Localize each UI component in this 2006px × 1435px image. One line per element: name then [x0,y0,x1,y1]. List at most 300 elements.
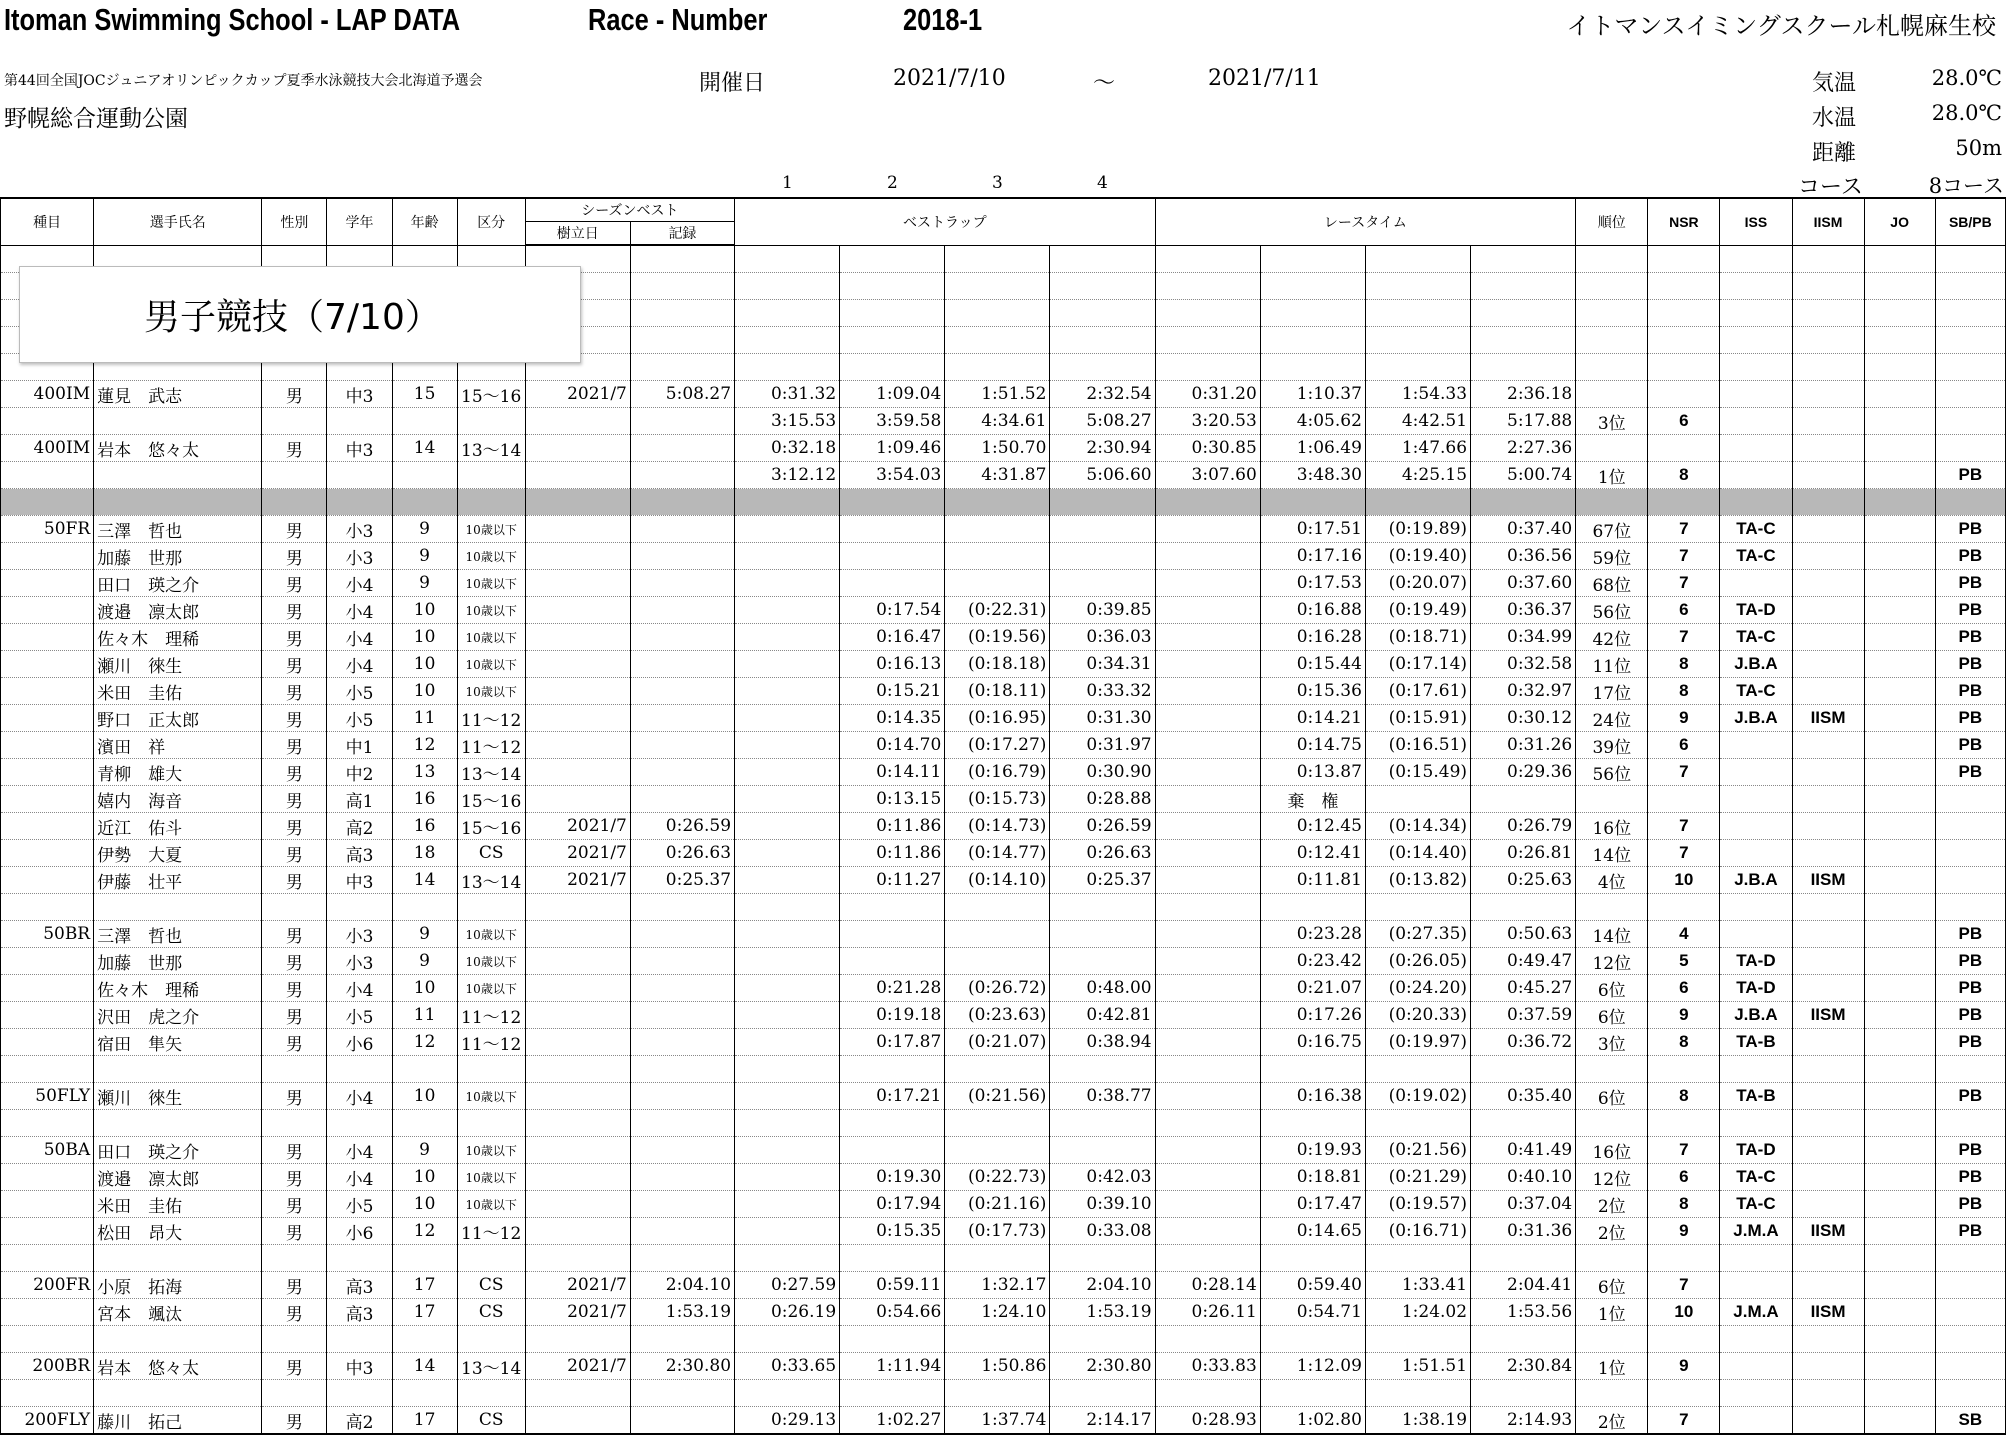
table-cell [525,1191,630,1218]
table-cell: 0:36.72 [1471,1029,1576,1056]
table-cell: 6位 [1576,1083,1648,1110]
table-cell: 男 [262,1137,327,1164]
table-cell: 6 [1648,732,1720,759]
table-cell: (0:18.18) [945,651,1050,678]
table-cell [1365,327,1470,354]
table-cell [392,1380,457,1407]
table-cell: PB [1935,705,2005,732]
table-row [1,813,2006,840]
table-cell: 8 [1648,462,1720,489]
table-row [1,1083,2006,1110]
table-cell [630,921,734,948]
table-cell [945,245,1050,273]
table-cell: 男 [262,1191,327,1218]
table-cell: 9 [392,543,457,570]
table-cell [1,1245,94,1272]
table-cell: TA-C [1720,543,1792,570]
table-cell [1155,705,1260,732]
table-cell: 2位 [1576,1191,1648,1218]
table-cell: 5:00.74 [1471,462,1576,489]
table-cell [735,948,840,975]
table-cell [1260,300,1365,327]
table-row [1,975,2006,1002]
table-cell: (0:19.97) [1365,1029,1470,1056]
table-cell [1720,1056,1792,1083]
table-cell [525,732,630,759]
table-cell: (0:20.33) [1365,1002,1470,1029]
table-cell: 0:16.13 [840,651,945,678]
table-cell [1864,1299,1935,1326]
table-cell [945,543,1050,570]
table-cell: 200FR [1,1272,94,1299]
table-cell [1792,1164,1864,1191]
table-cell: 2021/7 [525,1272,630,1299]
table-cell [1935,354,2005,381]
table-cell: 男 [262,867,327,894]
table-cell: 16位 [1576,813,1648,840]
table-cell: 8 [1648,678,1720,705]
table-cell [630,1326,734,1353]
meet-name: 第44回全国JOCジュニアオリンピックカップ夏季水泳競技大会北海道予選会 [4,73,483,89]
table-row [1,1245,2006,1272]
table-cell: 13～14 [457,867,525,894]
table-cell: (0:15.49) [1365,759,1470,786]
table-cell [457,1326,525,1353]
table-cell [1864,300,1935,327]
table-cell [840,921,945,948]
table-cell: (0:18.71) [1365,624,1470,651]
table-row [1,597,2006,624]
table-cell [735,921,840,948]
table-cell [735,813,840,840]
table-row [1,1218,2006,1245]
table-cell [1864,921,1935,948]
table-cell: (0:15.73) [945,786,1050,813]
table-cell: 加藤 世那 [94,948,262,975]
table-cell [630,1002,734,1029]
table-cell: (0:14.10) [945,867,1050,894]
table-row [1,408,2006,435]
table-cell: 0:17.16 [1260,543,1365,570]
table-cell [840,273,945,300]
table-cell [1792,651,1864,678]
table-cell [525,1407,630,1435]
table-cell [1,840,94,867]
table-cell [1864,759,1935,786]
table-cell [525,516,630,543]
table-cell [1792,678,1864,705]
table-cell: 56位 [1576,597,1648,624]
table-cell: 2021/7 [525,813,630,840]
table-cell: 14 [392,867,457,894]
separator-cell [735,489,840,516]
table-cell [1864,408,1935,435]
table-cell [1155,1164,1260,1191]
table-cell: 加藤 世那 [94,543,262,570]
table-cell [735,597,840,624]
table-cell [630,975,734,1002]
race-number-label: Race - Number [588,2,768,37]
table-cell [945,1245,1050,1272]
table-cell: 0:28.14 [1155,1272,1260,1299]
table-cell: 0:32.97 [1471,678,1576,705]
table-cell [840,327,945,354]
table-cell: 3位 [1576,1029,1648,1056]
table-cell: 0:31.30 [1050,705,1155,732]
air-temp-label: 気温 [1812,71,1857,96]
table-cell [735,867,840,894]
table-cell [735,300,840,327]
table-cell [1720,1326,1792,1353]
table-cell [457,1245,525,1272]
table-cell [630,300,734,327]
table-cell [1576,786,1648,813]
table-cell [735,840,840,867]
table-cell [457,1110,525,1137]
table-cell [1155,1245,1260,1272]
table-cell [1935,327,2005,354]
table-cell [1050,1110,1155,1137]
lap-number-3: 3 [992,173,1003,193]
separator-cell [840,489,945,516]
table-cell: (0:14.77) [945,840,1050,867]
table-cell: 0:12.45 [1260,813,1365,840]
table-cell: 14位 [1576,921,1648,948]
table-cell: PB [1935,543,2005,570]
table-cell [630,462,734,489]
table-cell [1648,786,1720,813]
table-cell: 13～14 [457,1353,525,1380]
col-jo: JO [1864,198,1935,245]
table-cell [1792,273,1864,300]
col-season-best: シーズンベスト [525,198,734,222]
table-cell: 0:19.30 [840,1164,945,1191]
table-cell [1155,1137,1260,1164]
table-cell: 10歳以下 [457,921,525,948]
table-cell [525,543,630,570]
table-cell: 10歳以下 [457,624,525,651]
date-label: 開催日 [699,71,766,96]
table-cell: 男 [262,1407,327,1435]
separator-cell [945,489,1050,516]
table-cell: 4 [1648,921,1720,948]
table-cell: 0:11.27 [840,867,945,894]
table-cell [1155,921,1260,948]
table-cell: 0:37.04 [1471,1191,1576,1218]
table-cell [840,1110,945,1137]
table-cell: 田口 瑛之介 [94,1137,262,1164]
table-cell [1,570,94,597]
table-cell: 中3 [327,435,392,462]
table-cell: 6 [1648,1164,1720,1191]
table-cell: 0:15.21 [840,678,945,705]
table-cell [735,1083,840,1110]
col-nsr: NSR [1648,198,1720,245]
table-cell [1155,597,1260,624]
table-cell [630,1110,734,1137]
table-cell: 10 [392,975,457,1002]
table-cell [1050,921,1155,948]
table-cell: 3:48.30 [1260,462,1365,489]
table-cell [1471,1056,1576,1083]
table-cell [1864,462,1935,489]
table-cell: 男 [262,1353,327,1380]
table-cell: 1:53.19 [1050,1299,1155,1326]
table-cell: 1:33.41 [1365,1272,1470,1299]
table-cell: 10 [1648,867,1720,894]
table-cell [1471,786,1576,813]
table-cell [1935,1299,2005,1326]
table-cell: 7 [1648,543,1720,570]
table-cell [630,759,734,786]
table-cell [630,516,734,543]
table-cell: 藤川 拓己 [94,1407,262,1435]
table-cell: 10 [392,1191,457,1218]
table-cell [1792,1407,1864,1435]
table-cell [630,1029,734,1056]
table-cell [945,948,1050,975]
table-cell: 7 [1648,759,1720,786]
table-cell [525,786,630,813]
table-cell: 0:16.47 [840,624,945,651]
table-cell [392,462,457,489]
table-cell: 0:14.70 [840,732,945,759]
table-cell: 0:50.63 [1471,921,1576,948]
table-cell [1,1002,94,1029]
table-cell: 7 [1648,1407,1720,1435]
table-cell [1155,1029,1260,1056]
table-cell [1792,1272,1864,1299]
table-cell [525,462,630,489]
table-cell: 1:12.09 [1260,1353,1365,1380]
table-cell: 9 [392,516,457,543]
table-cell: 0:23.28 [1260,921,1365,948]
table-cell: 0:42.81 [1050,1002,1155,1029]
table-cell [525,1083,630,1110]
table-cell: 11～12 [457,705,525,732]
table-row [1,1299,2006,1326]
table-cell [1050,300,1155,327]
table-cell [1260,1245,1365,1272]
separator-cell [1365,489,1470,516]
table-cell: 6位 [1576,1272,1648,1299]
table-cell [735,786,840,813]
table-cell [327,408,392,435]
table-cell [1792,1191,1864,1218]
table-cell [457,1380,525,1407]
table-cell: 0:41.49 [1471,1137,1576,1164]
race-number: 2018-1 [903,2,983,37]
distance-label: 距離 [1812,141,1857,166]
table-cell [1720,327,1792,354]
table-cell [1935,273,2005,300]
table-cell: 8 [1648,1083,1720,1110]
table-cell: J.B.A [1720,1002,1792,1029]
table-cell [1720,1380,1792,1407]
table-cell: IISM [1792,1002,1864,1029]
table-cell: 56位 [1576,759,1648,786]
table-cell: 男 [262,759,327,786]
table-cell: 小3 [327,543,392,570]
table-cell [1471,354,1576,381]
table-row [1,462,2006,489]
table-cell: 12 [392,732,457,759]
table-cell: (0:21.16) [945,1191,1050,1218]
table-cell: PB [1935,678,2005,705]
table-cell: 0:16.88 [1260,597,1365,624]
table-cell: 50BR [1,921,94,948]
table-cell: 5:06.60 [1050,462,1155,489]
table-cell [1,408,94,435]
table-cell [1,732,94,759]
table-cell: 2:30.84 [1471,1353,1576,1380]
table-cell [630,705,734,732]
table-cell: 0:54.66 [840,1299,945,1326]
table-cell: 高1 [327,786,392,813]
table-cell: 7 [1648,1272,1720,1299]
table-cell: IISM [1792,867,1864,894]
table-cell [525,1380,630,1407]
table-body [1,245,2006,1434]
table-cell: 200FLY [1,1407,94,1435]
table-cell: 0:16.75 [1260,1029,1365,1056]
table-cell: 11～12 [457,1029,525,1056]
table-cell [1864,732,1935,759]
table-row [1,543,2006,570]
table-cell [945,1137,1050,1164]
table-cell: TA-D [1720,975,1792,1002]
table-cell: 8 [1648,651,1720,678]
table-cell: 蓮見 武志 [94,381,262,408]
table-cell [1155,678,1260,705]
table-cell [1155,1056,1260,1083]
table-cell: 4:05.62 [1260,408,1365,435]
table-cell: 0:12.41 [1260,840,1365,867]
table-cell: 1:09.04 [840,381,945,408]
separator-cell [1576,489,1648,516]
table-cell: 1:38.19 [1365,1407,1470,1435]
table-cell [1155,813,1260,840]
table-cell [1864,975,1935,1002]
table-row [1,1380,2006,1407]
table-cell [630,1218,734,1245]
table-cell [1648,1056,1720,1083]
table-cell [1155,570,1260,597]
table-cell: 男 [262,1299,327,1326]
table-cell: (0:24.20) [1365,975,1470,1002]
table-cell: 0:26.11 [1155,1299,1260,1326]
table-cell [1864,1407,1935,1435]
table-cell: 0:11.86 [840,840,945,867]
table-cell [525,1029,630,1056]
table-cell: 6位 [1576,1002,1648,1029]
table-cell: 0:49.47 [1471,948,1576,975]
separator-cell [630,489,734,516]
table-cell [1792,1137,1864,1164]
table-cell: 0:25.37 [1050,867,1155,894]
table-cell [94,1245,262,1272]
table-cell: 0:33.08 [1050,1218,1155,1245]
table-cell [1576,354,1648,381]
table-cell: 小4 [327,1083,392,1110]
table-cell [1365,1245,1470,1272]
table-cell [1155,975,1260,1002]
table-cell [1050,1326,1155,1353]
table-cell: 3:12.12 [735,462,840,489]
table-cell: 高3 [327,1272,392,1299]
table-cell: 伊藤 壮平 [94,867,262,894]
lap-number-2: 2 [887,173,898,193]
table-cell [1792,624,1864,651]
lap-number-1: 1 [782,173,793,193]
table-cell [630,786,734,813]
table-cell: 0:37.40 [1471,516,1576,543]
table-cell [1,894,94,921]
table-row [1,1191,2006,1218]
table-cell [1576,1110,1648,1137]
table-cell [1792,245,1864,273]
table-cell [1720,813,1792,840]
table-cell: 小5 [327,678,392,705]
table-cell: 高3 [327,840,392,867]
table-cell: 0:30.85 [1155,435,1260,462]
table-cell [630,273,734,300]
table-cell [1792,516,1864,543]
table-cell [1155,1002,1260,1029]
table-cell [1155,1083,1260,1110]
table-cell [1,624,94,651]
table-cell: 0:26.81 [1471,840,1576,867]
table-cell [1864,786,1935,813]
table-cell [735,732,840,759]
table-cell [1576,327,1648,354]
table-cell: 3:54.03 [840,462,945,489]
table-cell: 9 [1648,705,1720,732]
table-cell: 0:36.37 [1471,597,1576,624]
table-cell: 小3 [327,921,392,948]
col-race-time: レースタイム [1155,198,1576,245]
table-cell [1050,894,1155,921]
table-cell [525,624,630,651]
table-cell [1155,894,1260,921]
table-row [1,867,2006,894]
table-cell [1720,759,1792,786]
table-cell [392,408,457,435]
table-cell [94,1056,262,1083]
table-cell: 青柳 雄大 [94,759,262,786]
table-cell [1648,1110,1720,1137]
table-cell: 0:16.28 [1260,624,1365,651]
table-cell [630,543,734,570]
table-cell [1155,786,1260,813]
table-cell: 0:16.38 [1260,1083,1365,1110]
table-cell [1864,894,1935,921]
table-cell [945,300,1050,327]
table-cell: 0:30.12 [1471,705,1576,732]
table-cell [94,462,262,489]
table-cell: 1:09.46 [840,435,945,462]
table-cell: 9 [392,570,457,597]
table-cell: 7 [1648,840,1720,867]
table-cell [1792,597,1864,624]
table-cell: 15～16 [457,786,525,813]
table-cell: 三澤 哲也 [94,516,262,543]
table-cell: 3:20.53 [1155,408,1260,435]
table-cell: 男 [262,516,327,543]
table-cell [1792,462,1864,489]
col-sb-date: 樹立日 [525,222,630,246]
table-cell: 7 [1648,516,1720,543]
